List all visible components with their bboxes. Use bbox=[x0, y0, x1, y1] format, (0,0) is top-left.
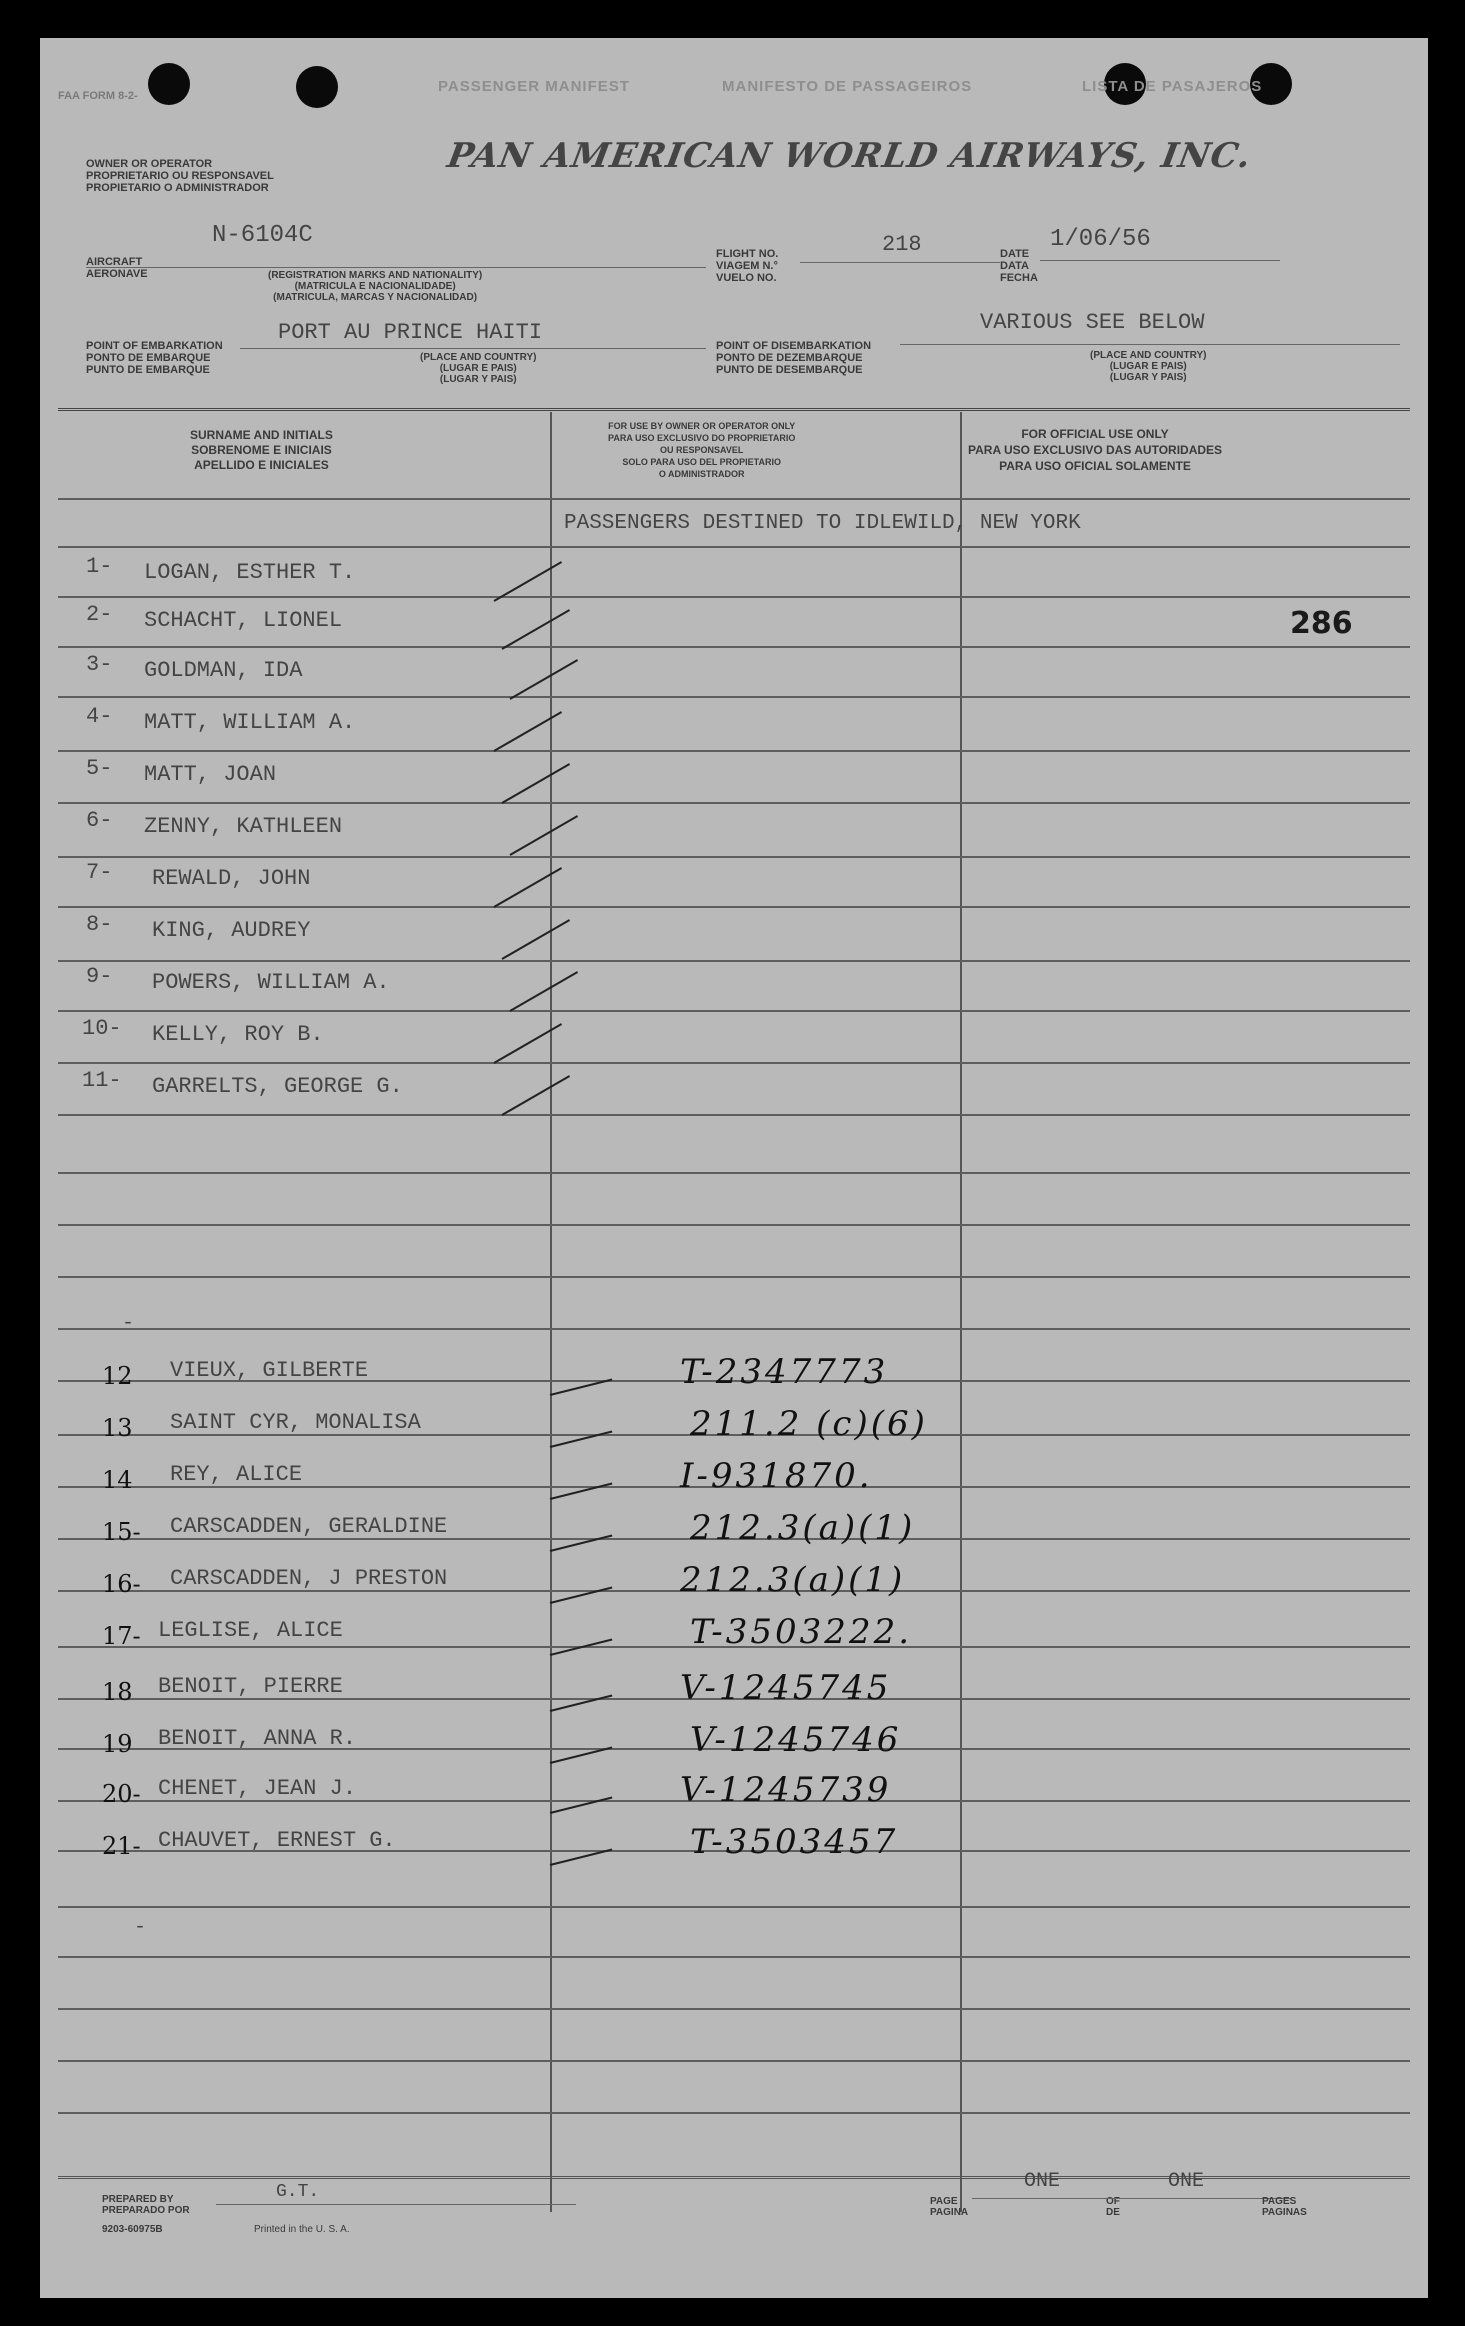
ruled-line bbox=[58, 906, 1410, 908]
page-value: ONE bbox=[1024, 2170, 1061, 2193]
ruled-line bbox=[58, 2008, 1410, 2010]
passenger-number: 9- bbox=[86, 964, 113, 989]
check-mark bbox=[502, 609, 571, 650]
of-value: ONE bbox=[1168, 2170, 1205, 2193]
passenger-number: 20- bbox=[102, 1780, 141, 1808]
page-stamp: 286 bbox=[1290, 606, 1353, 641]
printed-note: Printed in the U. S. A. bbox=[254, 2224, 350, 2235]
date-value: 1/06/56 bbox=[1050, 226, 1151, 253]
date-label: DATE DATA FECHA bbox=[1000, 248, 1038, 284]
document-number: I-931870. bbox=[680, 1456, 873, 1496]
footer-rule bbox=[58, 2176, 1410, 2179]
owner-label: OWNER OR OPERATOR PROPRIETARIO OU RESPONSAVEL PROPIETARIO O ADMINISTRADOR bbox=[86, 158, 274, 194]
company-name: PAN AMERICAN WORLD AIRWAYS, INC. bbox=[444, 136, 1255, 176]
passenger-name: REY, ALICE bbox=[170, 1462, 303, 1487]
title-portuguese: MANIFESTO DE PASSAGEIROS bbox=[722, 78, 973, 95]
punch-hole bbox=[296, 66, 338, 108]
document-number: 212.3(a)(1) bbox=[690, 1508, 916, 1548]
passenger-number: 11- bbox=[82, 1068, 122, 1093]
registration-label: (REGISTRATION MARKS AND NATIONALITY) (MATRICULA E NACIONALIDADE) (MATRICULA, MARCAS Y NACIONALIDAD) bbox=[268, 270, 483, 303]
disembark-place-label: (PLACE AND COUNTRY) (LUGAR E PAIS) (LUGAR Y PAIS) bbox=[1090, 350, 1207, 383]
passenger-number: 6- bbox=[86, 808, 113, 833]
column-divider bbox=[960, 412, 962, 2212]
passenger-number: 10- bbox=[82, 1016, 122, 1041]
aircraft-label: AIRCRAFT AERONAVE bbox=[86, 256, 148, 280]
column-divider bbox=[550, 412, 552, 2212]
flight-label: FLIGHT NO. VIAGEM N.° VUELO NO. bbox=[716, 248, 779, 284]
passenger-name: MATT, JOAN bbox=[144, 762, 277, 787]
passenger-number: 18 bbox=[102, 1678, 133, 1706]
ruled-line bbox=[58, 596, 1410, 598]
check-mark bbox=[502, 919, 571, 960]
passenger-name: GOLDMAN, IDA bbox=[144, 658, 303, 683]
passenger-name: ZENNY, KATHLEEN bbox=[144, 814, 343, 839]
blank-row-dash: - bbox=[122, 1312, 135, 1335]
of-label: OF DE bbox=[1106, 2196, 1120, 2218]
passenger-number: 1- bbox=[86, 554, 113, 579]
ruled-line bbox=[58, 1010, 1410, 1012]
ruled-line bbox=[58, 750, 1410, 752]
passenger-number: 16- bbox=[102, 1570, 141, 1598]
passenger-name: KELLY, ROY B. bbox=[152, 1022, 324, 1047]
form-number: 9203-60975B bbox=[102, 2224, 163, 2235]
document-number: V-1245745 bbox=[680, 1668, 892, 1708]
ruled-line bbox=[58, 856, 1410, 858]
title-english: PASSENGER MANIFEST bbox=[438, 78, 630, 95]
prepared-value: G.T. bbox=[276, 2182, 320, 2202]
passenger-name: CARSCADDEN, J PRESTON bbox=[170, 1566, 448, 1591]
passenger-number: 19 bbox=[102, 1730, 133, 1758]
ruled-line bbox=[58, 546, 1410, 548]
passenger-name: POWERS, WILLIAM A. bbox=[152, 970, 390, 995]
col2-header: FOR USE BY OWNER OR OPERATOR ONLY PARA USO EXCLUSIVO DO PROPRIETARIO OU RESPONSAVEL SOLO PARA USO DEL PROPIETARIO O ADMINISTRADOR bbox=[608, 421, 796, 479]
ruled-line bbox=[58, 802, 1410, 804]
document-number: 212.3(a)(1) bbox=[680, 1560, 906, 1600]
document-number: T-3503222. bbox=[690, 1612, 913, 1652]
page-label: PAGE PAGINA bbox=[930, 2196, 969, 2218]
check-mark bbox=[510, 971, 579, 1012]
document-number: V-1245746 bbox=[690, 1720, 902, 1760]
ruled-line bbox=[58, 1906, 1410, 1908]
document-number: T-3503457 bbox=[690, 1822, 899, 1862]
passenger-name: KING, AUDREY bbox=[152, 918, 311, 943]
prepared-underline bbox=[216, 2204, 576, 2205]
ruled-line bbox=[58, 960, 1410, 962]
prepared-label: PREPARED BY PREPARADO POR bbox=[102, 2194, 190, 2216]
passenger-number: 7- bbox=[86, 860, 113, 885]
check-mark bbox=[510, 659, 579, 700]
check-mark bbox=[502, 763, 571, 804]
document-number: T-2347773 bbox=[680, 1352, 889, 1392]
passenger-name: BENOIT, PIERRE bbox=[158, 1674, 343, 1699]
passenger-number: 13 bbox=[102, 1414, 133, 1442]
embark-underline bbox=[240, 348, 706, 349]
ruled-line bbox=[58, 1062, 1410, 1064]
disembark-label: POINT OF DISEMBARKATION PONTO DE DEZEMBARQUE PUNTO DE DESEMBARQUE bbox=[716, 340, 872, 376]
manifest-sheet bbox=[40, 38, 1428, 2298]
document-number: 211.2 (c)(6) bbox=[690, 1404, 928, 1444]
disembark-underline bbox=[900, 344, 1400, 345]
ruled-line bbox=[58, 2060, 1410, 2062]
pages-label: PAGES PAGINAS bbox=[1262, 2196, 1307, 2218]
flight-value: 218 bbox=[882, 232, 922, 257]
passenger-name: CARSCADDEN, GERALDINE bbox=[170, 1514, 448, 1539]
ruled-line bbox=[58, 1956, 1410, 1958]
embark-place-label: (PLACE AND COUNTRY) (LUGAR E PAIS) (LUGAR Y PAIS) bbox=[420, 352, 537, 385]
ruled-line bbox=[58, 696, 1410, 698]
ruled-line bbox=[58, 646, 1410, 648]
col1-header: SURNAME AND INITIALS SOBRENOME E INICIAIS APELLIDO E INICIALES bbox=[190, 428, 333, 472]
passenger-number: 3- bbox=[86, 652, 113, 677]
passenger-name: LOGAN, ESTHER T. bbox=[144, 560, 356, 585]
passenger-name: CHAUVET, ERNEST G. bbox=[158, 1828, 396, 1853]
disembark-value: VARIOUS SEE BELOW bbox=[980, 310, 1205, 335]
passenger-number: 21- bbox=[102, 1832, 141, 1860]
document-number: V-1245739 bbox=[680, 1770, 892, 1810]
passenger-number: 5- bbox=[86, 756, 113, 781]
check-mark bbox=[502, 1075, 571, 1116]
ruled-line bbox=[58, 498, 1410, 500]
passenger-number: 15- bbox=[102, 1518, 141, 1546]
ruled-line bbox=[58, 1114, 1410, 1116]
passenger-number: 12 bbox=[102, 1362, 133, 1390]
passenger-name: SCHACHT, LIONEL bbox=[144, 608, 343, 633]
embark-label: POINT OF EMBARKATION PONTO DE EMBARQUE PUNTO DE EMBARQUE bbox=[86, 340, 223, 376]
ruled-line bbox=[58, 1328, 1410, 1330]
passenger-name: SAINT CYR, MONALISA bbox=[170, 1410, 421, 1435]
passenger-number: 4- bbox=[86, 704, 113, 729]
col3-header: FOR OFFICIAL USE ONLY PARA USO EXCLUSIVO DAS AUTORIDADES PARA USO OFICIAL SOLAMENTE bbox=[968, 427, 1223, 473]
date-underline bbox=[1040, 260, 1280, 261]
title-spanish: LISTA DE PASAJEROS bbox=[1082, 78, 1263, 95]
passenger-name: VIEUX, GILBERTE bbox=[170, 1358, 369, 1383]
check-mark bbox=[510, 815, 579, 856]
aircraft-value: N-6104C bbox=[212, 222, 313, 249]
ruled-line bbox=[58, 1276, 1410, 1278]
passenger-name: MATT, WILLIAM A. bbox=[144, 710, 356, 735]
destination-note: PASSENGERS DESTINED TO IDLEWILD, NEW YORK bbox=[564, 512, 1081, 535]
ruled-line bbox=[58, 1172, 1410, 1174]
passenger-name: GARRELTS, GEORGE G. bbox=[152, 1074, 403, 1099]
passenger-name: LEGLISE, ALICE bbox=[158, 1618, 343, 1643]
flight-underline bbox=[800, 262, 1000, 263]
passenger-number: 2- bbox=[86, 602, 113, 627]
embark-value: PORT AU PRINCE HAITI bbox=[278, 320, 543, 345]
ruled-line bbox=[58, 1224, 1410, 1226]
passenger-name: REWALD, JOHN bbox=[152, 866, 311, 891]
passenger-number: 8- bbox=[86, 912, 113, 937]
passenger-name: CHENET, JEAN J. bbox=[158, 1776, 357, 1801]
page-underline bbox=[972, 2198, 1292, 2199]
form-code: FAA FORM 8-2- bbox=[58, 90, 138, 102]
header-top-rule bbox=[58, 408, 1410, 411]
ruled-line bbox=[58, 2112, 1410, 2114]
passenger-number: 14 bbox=[102, 1466, 133, 1494]
aircraft-underline bbox=[86, 267, 706, 268]
passenger-name: BENOIT, ANNA R. bbox=[158, 1726, 357, 1751]
blank-row-dash: - bbox=[134, 1916, 147, 1939]
punch-hole bbox=[148, 63, 190, 105]
passenger-number: 17- bbox=[102, 1622, 141, 1650]
